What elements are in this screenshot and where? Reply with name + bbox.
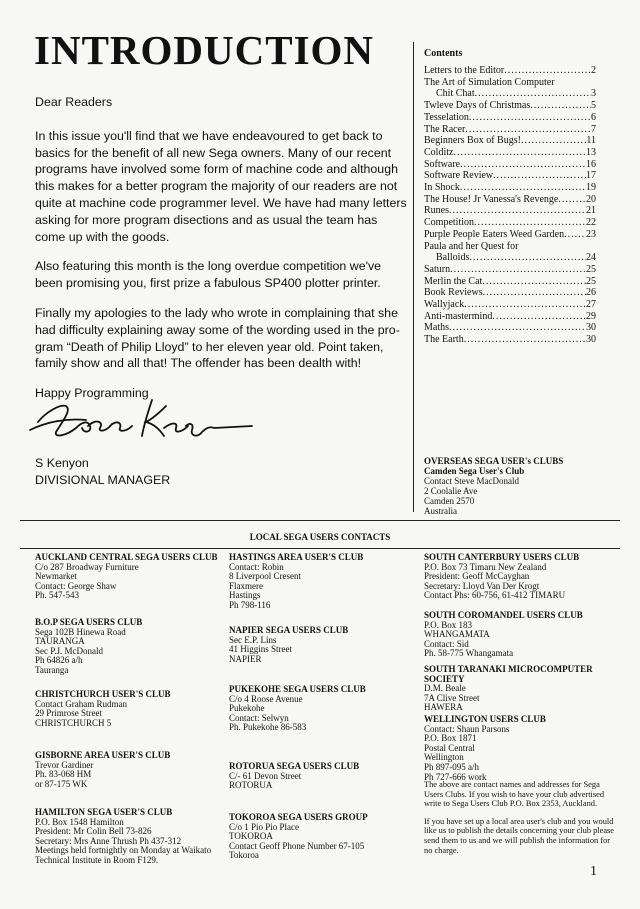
club-detail: P.O. Box 1548 Hamilton [35, 816, 124, 827]
contents-item-title: Runes [424, 205, 449, 217]
dot-leader [564, 229, 586, 241]
page-title: INTRODUCTION [34, 27, 375, 73]
contents-item [424, 194, 596, 206]
intro-paragraph-3: Finally my apologies to the lady who wrote in complaining that she had difficulty explaining away some of the wording used in the pro-gram “Death of Philip Lloyd” to her eleven year old. Point taken, family show and all that! The offender has been dealth with! [35, 305, 400, 371]
contents-item [424, 287, 596, 299]
dot-leader [449, 205, 586, 217]
overseas-clubs [424, 456, 614, 516]
contents-item-page: 13 [586, 146, 596, 158]
club-name: B.O.P SEGA USERS CLUB [35, 617, 143, 627]
club-detail: Hastings [229, 590, 261, 601]
contents-item [424, 311, 596, 323]
overseas-club-name: Camden Sega User's Club [424, 466, 525, 476]
club-detail: CHRISTCHURCH 5 [35, 717, 112, 728]
club-detail: Tokoroa [229, 850, 259, 861]
club-name: CHRISTCHURCH USER'S CLUB [35, 689, 171, 699]
dot-leader [474, 217, 586, 229]
club-detail: President: Geoff McCayghan [424, 571, 530, 582]
contents-item-title: Letters to the Editor [424, 65, 505, 76]
club-detail: Ph 798-116 [229, 599, 271, 610]
club-detail: Meetings held fortnightly on Monday at Waikato [35, 845, 212, 856]
club-detail: ROTORUA [229, 780, 273, 791]
club-name: SOUTH TARANAKI MICROCOMPUTER SOCIETY [424, 664, 593, 684]
club-name: SOUTH CANTERBURY USERS CLUB [424, 552, 580, 562]
contents-item-title: Saturn [424, 263, 451, 275]
club-detail: C/o 4 Roose Avenue [229, 693, 303, 704]
contents-item [424, 217, 596, 229]
club-detail: 8 Liverpool Cresent [229, 571, 301, 582]
club-detail: WHANGAMATA [424, 629, 490, 640]
club-listing [229, 553, 363, 611]
club-detail: P.O. Box 1871 [424, 733, 477, 744]
club-detail: P.O. Box 183 [424, 619, 473, 630]
club-detail: Trevor Gardiner [35, 759, 94, 770]
club-detail: Contact Phs: 60-756, 61-412 TIMARU [424, 590, 566, 601]
club-detail: D.M. Beale [424, 683, 466, 694]
dot-leader [453, 147, 586, 159]
club-listing [35, 690, 171, 728]
local-contacts-heading: LOCAL SEGA USERS CONTACTS [249, 532, 391, 542]
introduction-letter [35, 94, 407, 415]
club-detail: Ph 727-666 work [424, 771, 487, 782]
overseas-contact: Contact Steve MacDonald [424, 476, 519, 486]
club-listing [424, 553, 579, 601]
dot-leader [449, 322, 586, 334]
contents-item-page: 17 [586, 170, 596, 182]
contents-item-title: Chit Chat [436, 88, 475, 100]
contents-item-title: Paula and her Quest for [424, 240, 519, 252]
club-listing [229, 762, 359, 791]
contacts-note [424, 780, 620, 863]
club-listing [229, 626, 348, 664]
dot-leader [483, 287, 586, 299]
contents-item-title: Wallyjack [424, 299, 465, 311]
club-listing [229, 813, 368, 861]
club-detail: 41 Higgins Street [229, 644, 292, 655]
club-detail: Flaxmere [229, 580, 263, 591]
contents-item-title: Anti-mastermind [424, 310, 493, 322]
signer-name: S Kenyon [35, 456, 89, 470]
contacts-divider [20, 548, 620, 549]
club-detail: Sec E.P. Lins [229, 634, 277, 645]
club-name: GISBORNE AREA USER'S CLUB [35, 750, 171, 760]
club-detail: NAPIER [229, 653, 262, 664]
dot-leader [475, 88, 591, 100]
club-name: SOUTH COROMANDEL USERS CLUB [424, 610, 583, 620]
section-divider [20, 520, 620, 521]
contents-item [424, 276, 596, 288]
club-detail: President: Mr Colin Bell 73-826 [35, 826, 152, 837]
club-detail: or 87-175 WK [35, 778, 88, 789]
club-detail: Postal Central [424, 742, 475, 753]
dot-leader [460, 159, 586, 171]
contents-item-page: 25 [586, 263, 596, 275]
club-name: NAPIER SEGA USERS CLUB [229, 625, 349, 635]
club-detail: Tauranga [35, 664, 69, 675]
closing: Happy Programming [35, 386, 149, 401]
club-name: PUKEKOHE SEGA USERS CLUB [229, 684, 366, 694]
club-detail: TOKOROA [229, 831, 273, 842]
contents-item-page: 11 [586, 135, 596, 147]
overseas-address: 2 Coolalie Ave [424, 486, 478, 496]
club-name: HAMILTON SEGA USER'S CLUB [35, 807, 173, 817]
contents-item [424, 334, 596, 346]
club-detail: C/- 61 Devon Street [229, 770, 302, 781]
dot-leader [464, 299, 586, 311]
handwritten-signature [26, 392, 256, 444]
club-detail: Technical Institute in Room F129. [35, 854, 159, 865]
contents-item-page: 16 [586, 158, 596, 170]
club-detail: C/o 287 Broadway Furniture [35, 561, 139, 572]
contents-item-page: 25 [586, 275, 596, 287]
club-detail: Ph. 58-775 Whangamata [424, 648, 514, 659]
club-detail: Secretary: Lloyd Van Der Krogt [424, 580, 540, 591]
club-listing [35, 618, 142, 676]
dot-leader [482, 276, 586, 288]
club-detail: Contact: Shaun Parsons [424, 723, 510, 734]
contents-item-page: 6 [591, 111, 596, 123]
contents-item [424, 264, 596, 276]
club-detail: 7A Clive Street [424, 692, 480, 703]
club-detail: Ph 64826 a/h [35, 655, 83, 666]
contents-item-page: 5 [591, 100, 596, 112]
contents-item [424, 147, 596, 159]
contents-item [424, 88, 596, 100]
club-detail: Sega 102B Hinewa Road [35, 626, 126, 637]
club-detail: Sec P.J. McDonald [35, 645, 103, 656]
club-name: WELLINGTON USERS CLUB [424, 714, 546, 724]
contents-item-title: Book Reviews [424, 287, 483, 299]
dot-leader [464, 334, 586, 346]
signer-block [35, 455, 170, 489]
contents-item-title: Competition [424, 217, 474, 229]
club-detail: Ph. 547-543 [35, 590, 80, 601]
contents-item [424, 252, 596, 264]
club-detail: Contact Graham Rudman [35, 698, 127, 709]
contents-item [424, 77, 596, 89]
contents-item [424, 65, 596, 77]
club-listing [424, 665, 614, 713]
contents-item-page: 20 [586, 193, 596, 205]
overseas-country: Australia [424, 506, 457, 516]
club-detail: C/o 1 Pio Pio Place [229, 821, 300, 832]
dot-leader [460, 182, 586, 194]
club-name: TOKOROA SEGA USERS GROUP [229, 812, 368, 822]
contents-item [424, 182, 596, 194]
contents-item-page: 3 [591, 88, 596, 100]
club-detail: HAWERA [424, 702, 463, 713]
contents-item-title: Software Review [424, 170, 494, 182]
club-detail: Secretary: Mrs Anne Thrush Ph 437-312 [35, 835, 182, 846]
contents-item-page: 30 [586, 322, 596, 334]
contents-item [424, 299, 596, 311]
club-detail: Wellington [424, 752, 464, 763]
club-detail: Contact Geoff Phone Number 67-105 [229, 840, 365, 851]
dot-leader [521, 135, 586, 147]
dot-leader [504, 65, 591, 77]
contents-item-title: The Art of Simulation Computer [424, 76, 555, 88]
note-paragraph-2: If you have set up a local area user's club and you would like us to publish the details concerning your club please send them to us and we will publish the information for no charge. [424, 816, 615, 855]
club-listing [35, 808, 211, 866]
contents-item-page: 22 [586, 217, 596, 229]
dot-leader [558, 194, 586, 206]
dot-leader [469, 112, 591, 124]
contents-item-title: The Racer [424, 123, 466, 135]
contents-item [424, 322, 596, 334]
club-detail: Ph. Pukekohe 86-583 [229, 722, 307, 733]
club-listing [424, 611, 583, 659]
dot-leader [469, 252, 586, 264]
club-name: HASTINGS AREA USER'S CLUB [229, 552, 364, 562]
club-detail: Contact: Sid [424, 638, 469, 649]
club-detail: P.O. Box 73 Timaru New Zealand [424, 561, 547, 572]
contents-item-page: 23 [586, 228, 596, 240]
contents-item-page: 26 [586, 287, 596, 299]
club-listing [229, 685, 366, 733]
dot-leader [493, 170, 586, 182]
club-listing [35, 751, 170, 789]
dot-leader [492, 311, 586, 323]
intro-paragraph-1: In this issue you'll find that we have endeavoured to get back to basics for the benefit of all new Sega owners. Many of our recent programs have involved some form of machine code and although this makes for a better program the majority of our readers are not quite at machine code programmer level. We have had many letters asking for more program disections and as usual the team has come up with the goods. [35, 128, 407, 244]
overseas-heading: OVERSEAS SEGA USER's CLUBS [424, 456, 564, 466]
contents-item-page: 19 [586, 182, 596, 194]
contents-item-page: 30 [586, 334, 596, 346]
contents-heading: Contents [424, 48, 463, 59]
contents-item-title: Twleve Days of Christmas [424, 100, 531, 112]
dot-leader [450, 264, 586, 276]
contents-item-page: 7 [591, 123, 596, 135]
contents-item-page: 21 [586, 205, 596, 217]
contents-item-page: 2 [591, 65, 596, 76]
club-detail: Contact: George Shaw [35, 580, 117, 591]
contents-item-title: Tesselation [424, 111, 469, 123]
contents-item-title: Colditz [424, 146, 454, 158]
club-detail: Ph 897-095 a/h [424, 761, 479, 772]
contents-item-title: Maths [424, 322, 449, 334]
column-divider [413, 42, 414, 512]
club-name: AUCKLAND CENTRAL SEGA USERS CLUB [35, 552, 218, 562]
greeting: Dear Readers [35, 95, 113, 109]
dot-leader [530, 100, 591, 112]
contents-item [424, 229, 596, 241]
contents-item [424, 112, 596, 124]
contents-list [424, 65, 596, 346]
contents-item [424, 135, 596, 147]
club-listing [424, 715, 546, 782]
contents-item [424, 205, 596, 217]
club-detail: 29 Primrose Street [35, 708, 102, 719]
contents-item [424, 159, 596, 171]
contents-item-page: 27 [586, 299, 596, 311]
contents-item-title: In Shock [424, 182, 460, 194]
club-detail: Ph. 83-068 HM [35, 769, 92, 780]
club-detail: Contact: Robin [229, 561, 284, 572]
contents-item-title: Software [424, 158, 461, 170]
contents-item [424, 100, 596, 112]
contents-item [424, 241, 596, 253]
club-detail: Pukekohe [229, 703, 265, 714]
signer-position: DIVISIONAL MANAGER [35, 472, 171, 487]
club-detail: Newmarket [35, 571, 77, 582]
contents-item-title: Balloids [436, 252, 470, 264]
page-number: 1 [590, 864, 597, 879]
contents-item-title: Merlin the Cat [424, 275, 483, 287]
table-of-contents [424, 48, 596, 346]
club-listing [35, 553, 218, 601]
contents-item-title: The House! Jr Vanessa's Revenge [424, 193, 559, 205]
intro-paragraph-2: Also featuring this month is the long overdue competition we've been promising you, first prize a fabulous SP400 plotter printer. [35, 259, 382, 291]
overseas-city: Camden 2570 [424, 496, 475, 506]
club-detail: Contact: Selwyn [229, 712, 289, 723]
contents-item-title: Beginners Box of Bugs! [424, 135, 521, 147]
contents-item-page: 29 [586, 310, 596, 322]
club-detail: TAURANGA [35, 636, 85, 647]
contents-item [424, 170, 596, 182]
contents-item [424, 124, 596, 136]
dot-leader [465, 124, 591, 136]
contents-item-title: The Earth [424, 334, 464, 346]
club-name: ROTORUA SEGA USERS CLUB [229, 761, 360, 771]
note-paragraph-1: The above are contact names and addresses for Sega Users Clubs. If you wish to have your club advertised write to Sega Users Club P.O. Box 2353, Auckland. [424, 780, 605, 809]
contents-item-page: 24 [586, 252, 596, 264]
contents-item-title: Purple People Eaters Weed Garden [424, 228, 565, 240]
